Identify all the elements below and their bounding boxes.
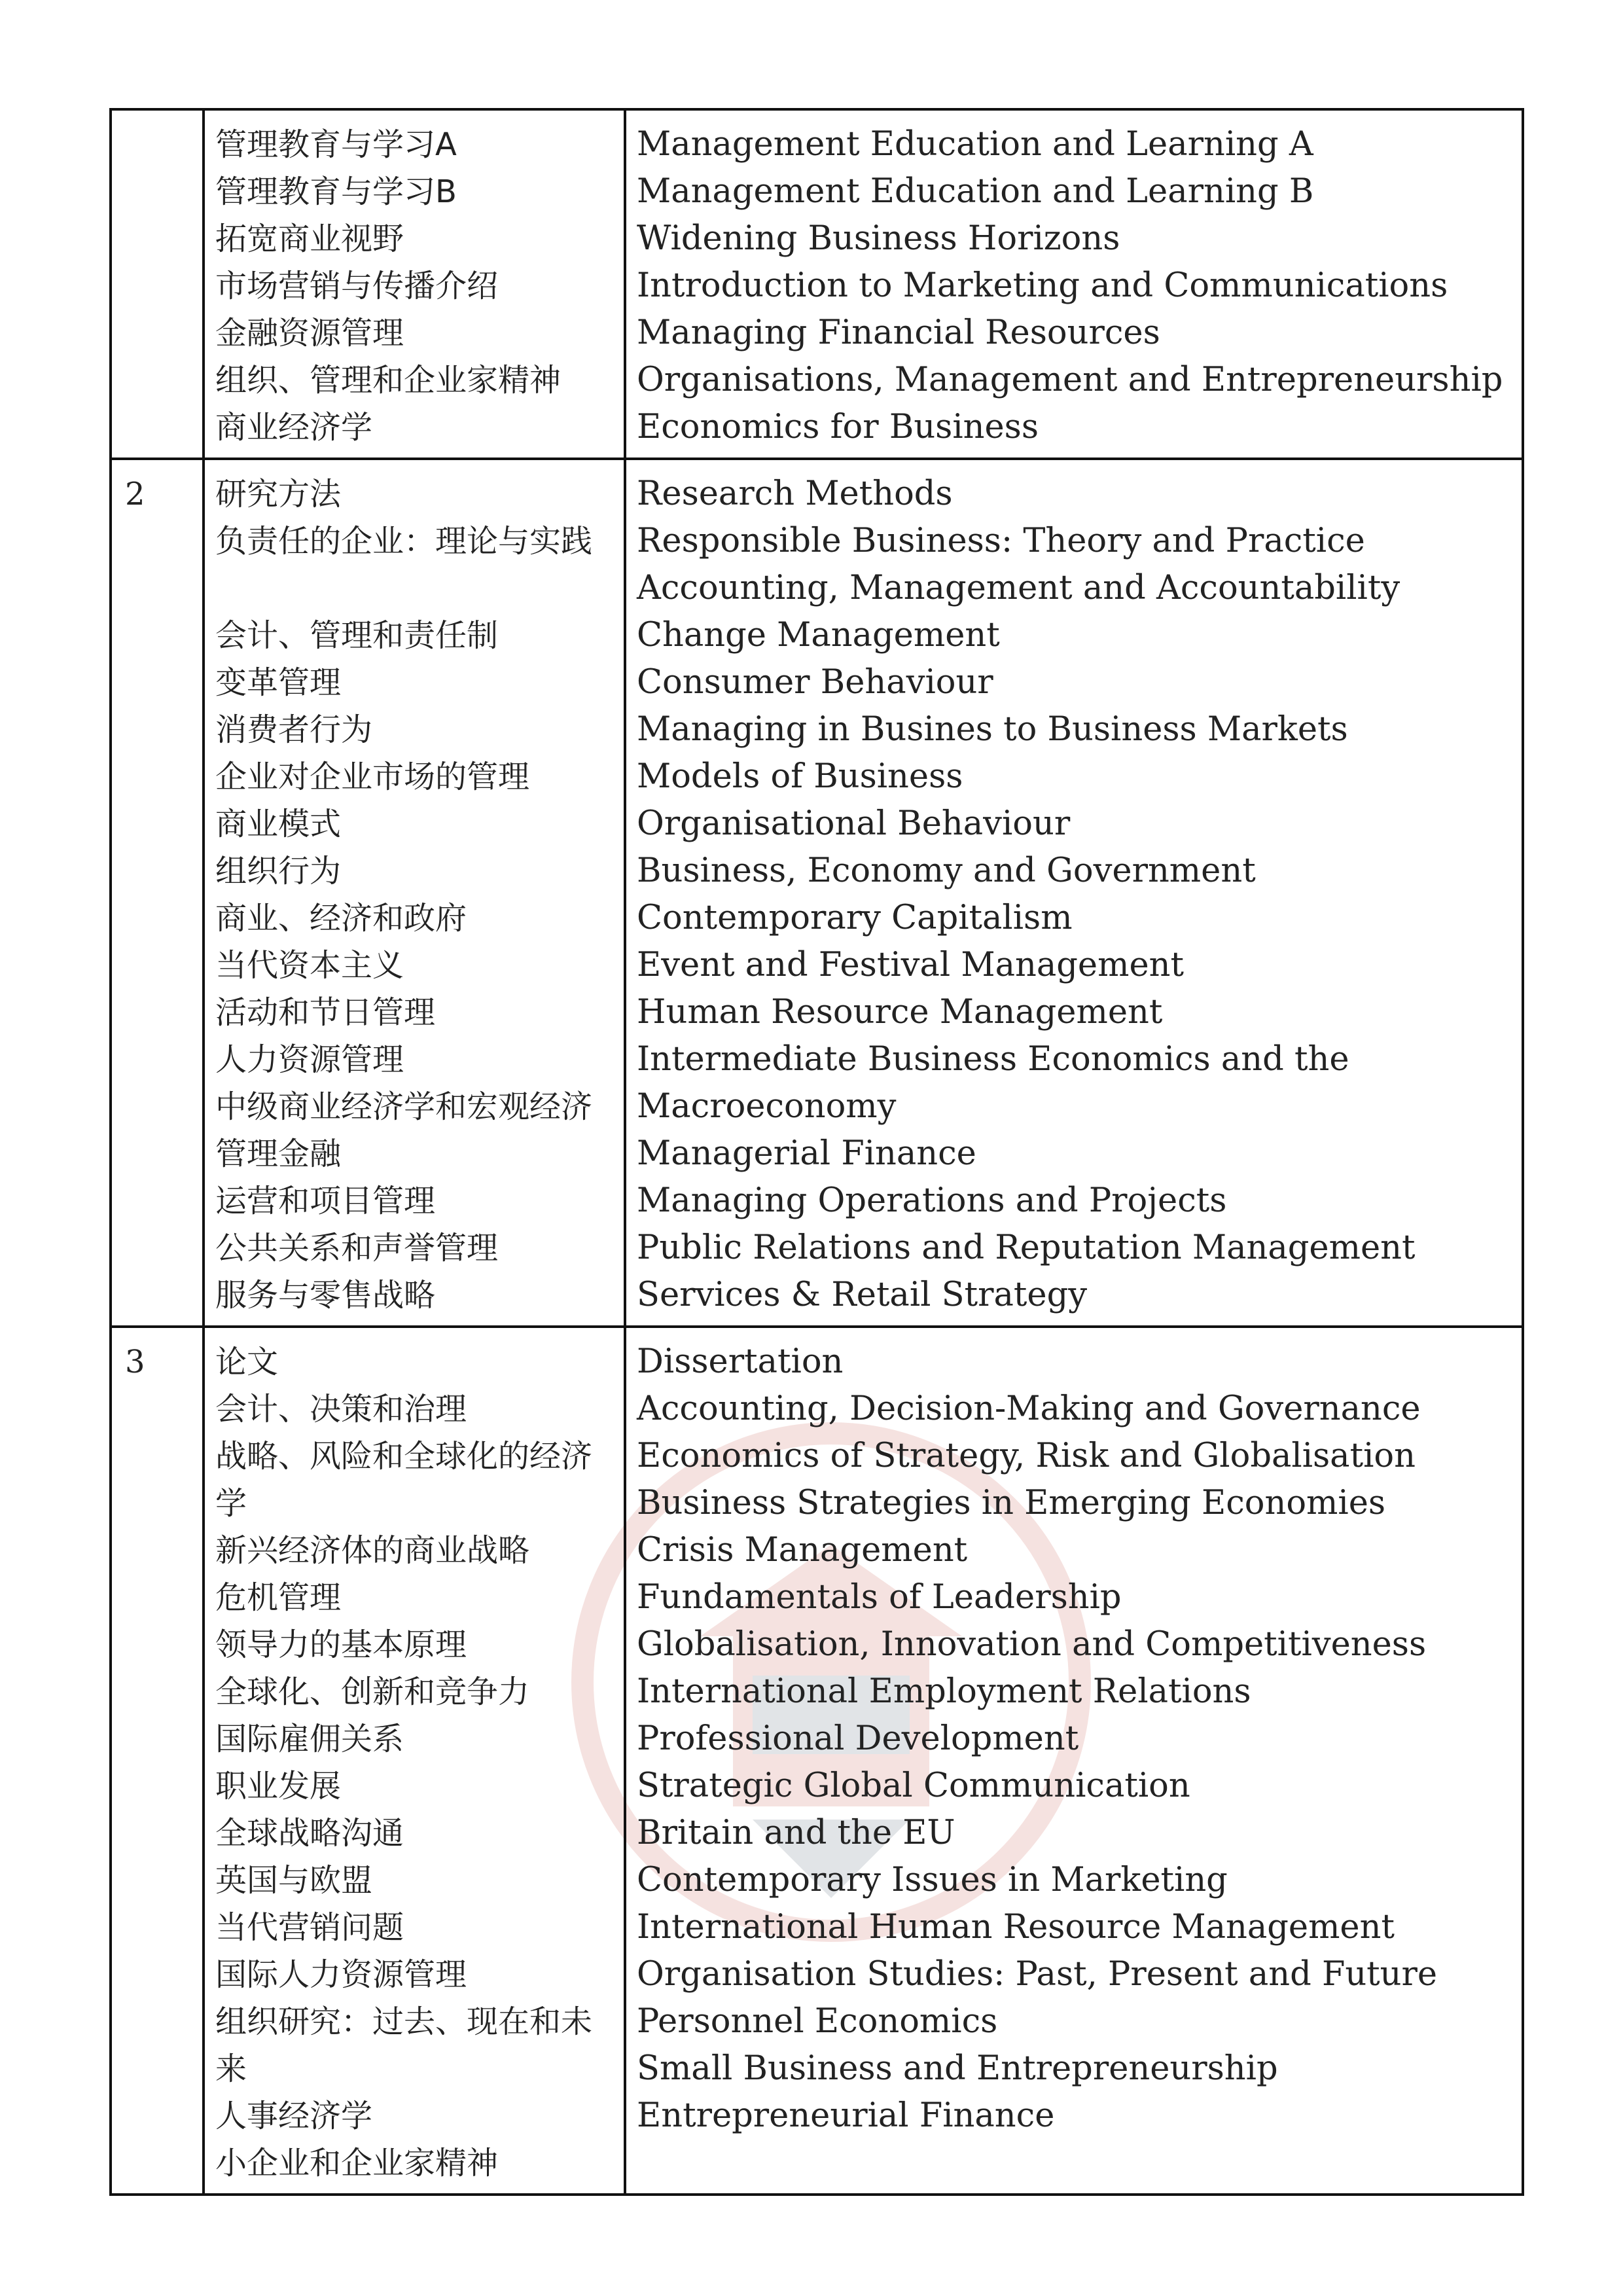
chinese-module-name: 中级商业经济学和宏观经济 — [215, 1088, 593, 1125]
english-module-name: Business, Economy and Government — [637, 852, 1256, 890]
english-module-name: Managing in Busines to Business Markets — [637, 710, 1348, 749]
year-cell — [111, 459, 204, 1327]
course-table — [109, 108, 1524, 2196]
english-module-name: Economics of Strategy, Risk and Globalisation — [637, 1437, 1416, 1475]
chinese-module-name: 企业对企业市场的管理 — [215, 759, 530, 795]
english-module-name: Organisation Studies: Past, Present and Future — [637, 1955, 1438, 1994]
english-module-name: Macroeconomy — [637, 1087, 897, 1126]
english-module-name: Economics for Business — [637, 408, 1039, 446]
chinese-module-name: 拓宽商业视野 — [215, 221, 404, 257]
english-module-cell — [625, 109, 1523, 459]
english-module-name: Contemporary Capitalism — [637, 899, 1073, 937]
english-module-name: Event and Festival Management — [637, 946, 1184, 984]
chinese-module-name: 负责任的企业：理论与实践 — [215, 523, 593, 560]
english-module-name: Change Management — [637, 616, 1000, 655]
english-module-name: International Human Resource Management — [637, 1908, 1395, 1946]
chinese-module-name: 服务与零售战略 — [215, 1277, 436, 1314]
english-module-cell — [625, 1327, 1523, 2195]
chinese-module-name: 商业、经济和政府 — [215, 900, 467, 937]
chinese-module-name: 国际人力资源管理 — [215, 1956, 467, 1993]
year-label: 3 — [125, 1344, 145, 1380]
english-module-name: Crisis Management — [637, 1531, 968, 1570]
english-module-name: International Employment Relations — [637, 1672, 1251, 1711]
english-module-name: Models of Business — [637, 757, 963, 796]
english-module-name: Introduction to Marketing and Communications — [637, 266, 1448, 305]
chinese-module-name: 人力资源管理 — [215, 1041, 404, 1078]
english-module-name: Intermediate Business Economics and the — [637, 1040, 1349, 1079]
english-module-name: Fundamentals of Leadership — [637, 1578, 1122, 1617]
chinese-module-name: 危机管理 — [215, 1579, 342, 1616]
chinese-module-name: 领导力的基本原理 — [215, 1626, 467, 1663]
chinese-module-name: 会计、管理和责任制 — [215, 617, 499, 654]
chinese-module-name: 管理教育与学习A — [215, 126, 457, 163]
chinese-module-name: 市场营销与传播介绍 — [215, 268, 499, 304]
chinese-module-name: 国际雇佣关系 — [215, 1721, 404, 1757]
chinese-module-name: 全球战略沟通 — [215, 1815, 404, 1852]
chinese-module-name: 论文 — [215, 1344, 279, 1380]
chinese-module-name — [215, 565, 613, 612]
english-module-name: Managing Operations and Projects — [637, 1181, 1227, 1220]
chinese-module-name: 来 — [215, 2051, 247, 2087]
year-label: 2 — [125, 476, 145, 512]
chinese-module-name: 人事经济学 — [215, 2098, 373, 2134]
chinese-module-name: 新兴经济体的商业战略 — [215, 1532, 530, 1569]
english-module-name: Managerial Finance — [637, 1134, 976, 1173]
chinese-module-name: 研究方法 — [215, 476, 342, 512]
chinese-module-name: 管理金融 — [215, 1136, 342, 1172]
chinese-module-name: 公共关系和声誉管理 — [215, 1230, 499, 1266]
english-module-name: Public Relations and Reputation Management — [637, 1229, 1416, 1267]
english-module-name: Services & Retail Strategy — [637, 1276, 1088, 1314]
chinese-module-name: 商业模式 — [215, 806, 342, 842]
english-module-name: Professional Development — [637, 1719, 1079, 1758]
english-module-name: Management Education and Learning A — [637, 125, 1313, 164]
chinese-module-name: 管理教育与学习B — [215, 173, 457, 210]
chinese-module-name: 商业经济学 — [215, 409, 373, 446]
english-module-name: Contemporary Issues in Marketing — [637, 1861, 1228, 1899]
english-module-name: Globalisation, Innovation and Competitiveness — [637, 1625, 1427, 1664]
chinese-module-name: 学 — [215, 1485, 247, 1522]
chinese-module-cell — [204, 459, 625, 1327]
english-module-name: Human Resource Management — [637, 993, 1163, 1031]
english-module-name: Accounting, Decision-Making and Governance — [637, 1390, 1421, 1428]
chinese-module-name: 当代资本主义 — [215, 947, 404, 984]
year-cell — [111, 109, 204, 459]
english-module-name: Managing Financial Resources — [637, 314, 1160, 352]
english-module-cell — [625, 459, 1523, 1327]
chinese-module-name: 组织行为 — [215, 853, 342, 889]
chinese-module-name: 小企业和企业家精神 — [215, 2145, 499, 2181]
chinese-module-name: 会计、决策和治理 — [215, 1391, 467, 1427]
chinese-module-cell — [204, 1327, 625, 2195]
chinese-module-name: 金融资源管理 — [215, 315, 404, 351]
chinese-module-name: 运营和项目管理 — [215, 1183, 436, 1219]
english-module-name: Accounting, Management and Accountability — [637, 569, 1400, 607]
english-module-name: Business Strategies in Emerging Economies — [637, 1484, 1386, 1522]
english-module-name: Organisations, Management and Entrepreneurship — [637, 361, 1503, 399]
english-module-name: Strategic Global Communication — [637, 1767, 1190, 1805]
english-module-name: Research Methods — [637, 475, 953, 513]
chinese-module-name: 变革管理 — [215, 664, 342, 701]
english-module-name: Personnel Economics — [637, 2002, 998, 2041]
english-module-name: Management Education and Learning B — [637, 172, 1314, 211]
english-module-name: Widening Business Horizons — [637, 219, 1120, 258]
english-module-name: Entrepreneurial Finance — [637, 2096, 1055, 2135]
chinese-module-name: 当代营销问题 — [215, 1909, 404, 1946]
table-row-year-3 — [111, 1327, 1523, 2195]
english-module-name: Organisational Behaviour — [637, 804, 1071, 843]
english-module-name: Britain and the EU — [637, 1814, 955, 1852]
table-row-year-1 — [111, 109, 1523, 459]
year-cell — [111, 1327, 204, 2195]
chinese-module-name: 全球化、创新和竞争力 — [215, 1674, 530, 1710]
chinese-module-name: 组织、管理和企业家精神 — [215, 362, 562, 399]
table-row-year-2 — [111, 459, 1523, 1327]
english-module-name: Responsible Business: Theory and Practice — [637, 522, 1365, 560]
chinese-module-name: 英国与欧盟 — [215, 1862, 373, 1899]
english-module-name: Small Business and Entrepreneurship — [637, 2049, 1278, 2088]
chinese-module-name: 组织研究：过去、现在和未 — [215, 2003, 593, 2040]
chinese-module-name: 消费者行为 — [215, 711, 373, 748]
chinese-module-name: 活动和节日管理 — [215, 994, 436, 1031]
chinese-module-name: 战略、风险和全球化的经济 — [215, 1438, 593, 1475]
course-table-body — [111, 109, 1523, 2195]
chinese-module-cell — [204, 109, 625, 459]
english-module-name: Dissertation — [637, 1342, 844, 1381]
chinese-module-name: 职业发展 — [215, 1768, 342, 1804]
english-module-name: Consumer Behaviour — [637, 663, 993, 702]
